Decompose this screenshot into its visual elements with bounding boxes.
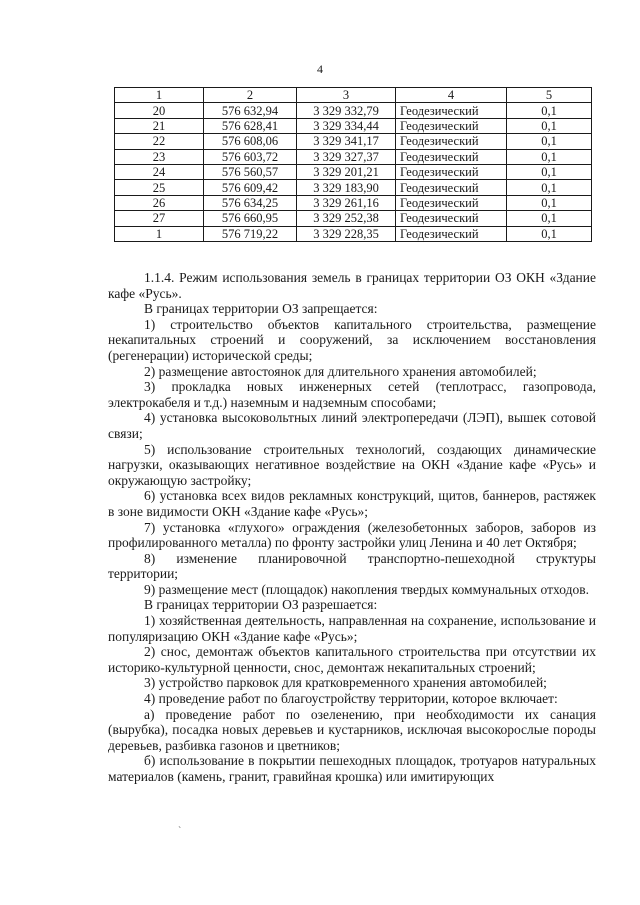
table-header-cell: 4 [396, 88, 507, 103]
coordinates-table-body [115, 88, 592, 242]
table-cell: 3 329 261,16 [297, 195, 396, 210]
table-cell: 21 [115, 118, 204, 133]
table-cell: 3 329 228,35 [297, 226, 396, 241]
paragraph: В границах территории ОЗ запрещается: [144, 301, 378, 317]
table-cell: 576 603,72 [204, 149, 297, 164]
table-cell: 576 628,41 [204, 118, 297, 133]
table-cell: 576 609,42 [204, 180, 297, 195]
footer-mark: ` [178, 826, 182, 837]
table-cell: 576 560,57 [204, 164, 297, 179]
paragraph: 2) снос, демонтаж объектов капитального строительства при отсутствии их историко-культурной ценности, снос, демонтаж некапитальных строений; [108, 644, 596, 675]
table-cell: 3 329 183,90 [297, 180, 396, 195]
table-cell: 0,1 [507, 211, 592, 226]
table-cell: Геодезический [396, 180, 507, 195]
table-row [115, 149, 592, 164]
table-header-cell: 5 [507, 88, 592, 103]
paragraph: 2) размещение автостоянок для длительного хранения автомобилей; [144, 363, 537, 379]
paragraph: 1) хозяйственная деятельность, направленная на сохранение, использование и популяризацию ОКН «Здание кафе «Русь»; [108, 613, 596, 644]
table-cell: 0,1 [507, 195, 592, 210]
document-body [108, 270, 596, 785]
table-row [115, 134, 592, 149]
paragraph: 4) установка высоковольтных линий электропередачи (ЛЭП), вышек сотовой связи; [108, 410, 596, 441]
paragraph: б) использование в покрытии пешеходных площадок, тротуаров натуральных материалов (камень, гранит, гравийная крошка) или имитирующих [108, 753, 596, 784]
table-cell: 0,1 [507, 149, 592, 164]
table-cell: 1 [115, 226, 204, 241]
paragraph: 1) строительство объектов капитального строительства, размещение некапитальных строений и сооружений, за исключением восстановления (регенерации) исторической среды; [108, 316, 596, 363]
table-cell: 576 608,06 [204, 134, 297, 149]
coordinates-table [114, 87, 592, 242]
table-cell: 24 [115, 164, 204, 179]
table-row [115, 103, 592, 118]
table-cell: Геодезический [396, 118, 507, 133]
table-cell: 25 [115, 180, 204, 195]
paragraph: 3) прокладка новых инженерных сетей (теплотрасс, газопровода, электрокабеля и т.д.) наземным и надземным способами; [108, 379, 596, 410]
paragraph: 9) размещение мест (площадок) накопления твердых коммунальных отходов. [144, 581, 589, 597]
table-row [115, 118, 592, 133]
table-cell: 0,1 [507, 226, 592, 241]
table-header-cell: 3 [297, 88, 396, 103]
table-header-cell: 2 [204, 88, 297, 103]
table-cell: Геодезический [396, 211, 507, 226]
page-number: 4 [317, 62, 323, 76]
table-cell: 576 660,95 [204, 211, 297, 226]
table-cell: 3 329 327,37 [297, 149, 396, 164]
table-cell: 26 [115, 195, 204, 210]
table-row [115, 226, 592, 241]
table-cell: Геодезический [396, 134, 507, 149]
paragraph: 5) использование строительных технологий, создающих динамические нагрузки, оказывающих негативное воздействие на ОКН «Здание кафе «Русь» и окружающую застройку; [108, 441, 596, 488]
table-cell: Геодезический [396, 226, 507, 241]
paragraph: 7) установка «глухого» ограждения (железобетонных заборов, заборов из профилированного металла) по фронту застройки улиц Ленина и 40 лет Октября; [108, 519, 596, 551]
table-cell: 0,1 [507, 180, 592, 195]
table-cell: 576 634,25 [204, 195, 297, 210]
table-cell: 3 329 252,38 [297, 211, 396, 226]
paragraph: 1.1.4. Режим использования земель в границах территории ОЗ ОКН «Здание кафе «Русь». [108, 270, 596, 301]
paragraph: 6) установка всех видов рекламных конструкций, щитов, баннеров, растяжек в зоне видимости ОКН «Здание кафе «Русь»; [108, 488, 596, 519]
table-cell: 0,1 [507, 134, 592, 149]
table-cell: 27 [115, 211, 204, 226]
table-cell: 0,1 [507, 118, 592, 133]
table-cell: 20 [115, 103, 204, 118]
paragraph: В границах территории ОЗ разрешается: [144, 597, 378, 613]
table-cell: 3 329 332,79 [297, 103, 396, 118]
table-row [115, 211, 592, 226]
table-cell: Геодезический [396, 103, 507, 118]
table-row [115, 195, 592, 210]
table-cell: 576 719,22 [204, 226, 297, 241]
table-cell: 22 [115, 134, 204, 149]
table-cell: Геодезический [396, 195, 507, 210]
table-cell: 576 632,94 [204, 103, 297, 118]
table-row [115, 164, 592, 179]
paragraph: 3) устройство парковок для кратковременного хранения автомобилей; [144, 675, 547, 691]
table-cell: Геодезический [396, 164, 507, 179]
table-cell: 23 [115, 149, 204, 164]
paragraph: 4) проведение работ по благоустройству территории, которое включает: [144, 691, 558, 707]
table-cell: 3 329 201,21 [297, 164, 396, 179]
paragraph: 8) изменение планировочной транспортно-пешеходной структуры территории; [108, 550, 596, 582]
table-header-cell: 1 [115, 88, 204, 103]
table-header-row [115, 88, 592, 103]
table-cell: 3 329 341,17 [297, 134, 396, 149]
table-cell: 0,1 [507, 164, 592, 179]
table-cell: 3 329 334,44 [297, 118, 396, 133]
paragraph: а) проведение работ по озеленению, при необходимости их санация (вырубка), посадка новых деревьев и кустарников, исключая высокорослые породы деревьев, разбивка газонов и цветников; [108, 706, 596, 753]
table-cell: 0,1 [507, 103, 592, 118]
table-row [115, 180, 592, 195]
table-cell: Геодезический [396, 149, 507, 164]
